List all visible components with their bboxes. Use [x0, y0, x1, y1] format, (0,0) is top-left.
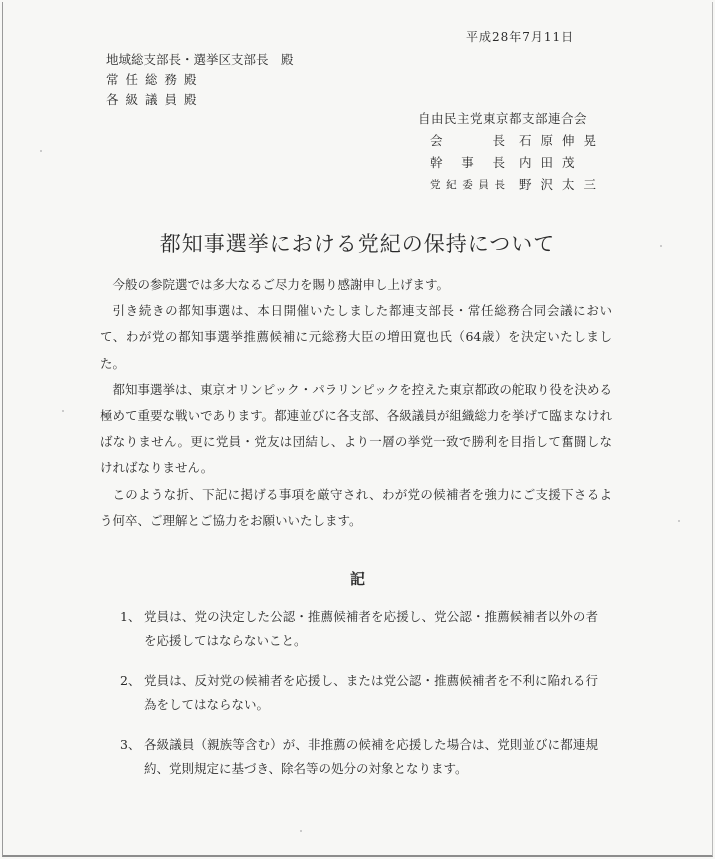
- list-item: [120, 669, 598, 717]
- item-text: 党員は、反対党の候補者を応援し、または党公認・推薦候補者を不利に陥れる行為をしてはならない。: [144, 673, 598, 712]
- scan-speck: [678, 520, 680, 522]
- officer-role: 幹事長: [430, 155, 505, 170]
- list-item: [120, 605, 598, 653]
- item-number: 2、: [120, 673, 141, 688]
- item-number: 3、: [120, 737, 141, 752]
- addressee-line: 常任総務殿: [106, 72, 204, 87]
- sender-organization: 自由民主党東京都支部連合会: [418, 111, 588, 126]
- body-paragraph: このような折、下記に掲げる事項を厳守され、わが党の候補者を強力にご支援下さるよう何卒、ご理解とご協力をお願いいたします。: [100, 486, 612, 528]
- ki-heading: 記: [349, 570, 365, 588]
- addressee-line: 各級議員殿: [106, 92, 204, 107]
- document-title: 都知事選挙における党紀の保持について: [159, 232, 556, 256]
- sender-block: [418, 108, 605, 196]
- scan-speck: [300, 830, 302, 832]
- officer-name: 野沢太三: [519, 177, 606, 192]
- item-text: 党員は、党の決定した公認・推薦候補者を応援し、党公認・推薦候補者以外の者を応援してはならないこと。: [144, 609, 598, 648]
- scan-speck: [40, 150, 42, 152]
- item-text: 各級議員（親族等含む）が、非推薦の候補を応援した場合は、党則並びに都連規約、党則規定に基づき、除名等の処分の対象となります。: [144, 737, 598, 776]
- scan-speck: [660, 245, 662, 247]
- sender-officer: [418, 130, 605, 152]
- document-body: [100, 272, 612, 534]
- body-paragraph: 今般の参院選では多大なるご尽力を賜り感謝申し上げます。: [112, 277, 450, 292]
- document-date: 平成28年7月11日: [466, 30, 575, 44]
- officer-role: 会長: [430, 133, 505, 148]
- addressee-block: [106, 50, 294, 110]
- officer-name: 内田茂: [519, 155, 584, 170]
- item-list: [120, 605, 598, 797]
- body-paragraph: 引き続きの都知事選は、本日開催いたしました都連支部長・常任総務合同会議において、わが党の都知事選挙推薦候補に元総務大臣の増田寛也氏（64歳）を決定いたしました。: [100, 303, 612, 371]
- body-paragraph: 都知事選挙は、東京オリンピック・パラリンピックを控えた東京都政の舵取り役を決める極めて重要な戦いであります。都連並びに各支部、各級議員が組織総力を挙げて臨まなければなりません。更に党員・党友は団結し、より一層の挙党一致で勝利を目指して奮闘しなければなりません。: [100, 381, 612, 476]
- officer-name: 石原伸晃: [519, 133, 606, 148]
- sender-officer: [418, 174, 605, 196]
- item-number: 1、: [120, 609, 141, 624]
- scan-speck: [62, 410, 64, 412]
- officer-role: 党紀委員長: [430, 179, 505, 191]
- list-item: [120, 733, 598, 781]
- sender-officer: [418, 152, 605, 174]
- addressee-line: 地域総支部長・選挙区支部長 殿: [106, 52, 294, 67]
